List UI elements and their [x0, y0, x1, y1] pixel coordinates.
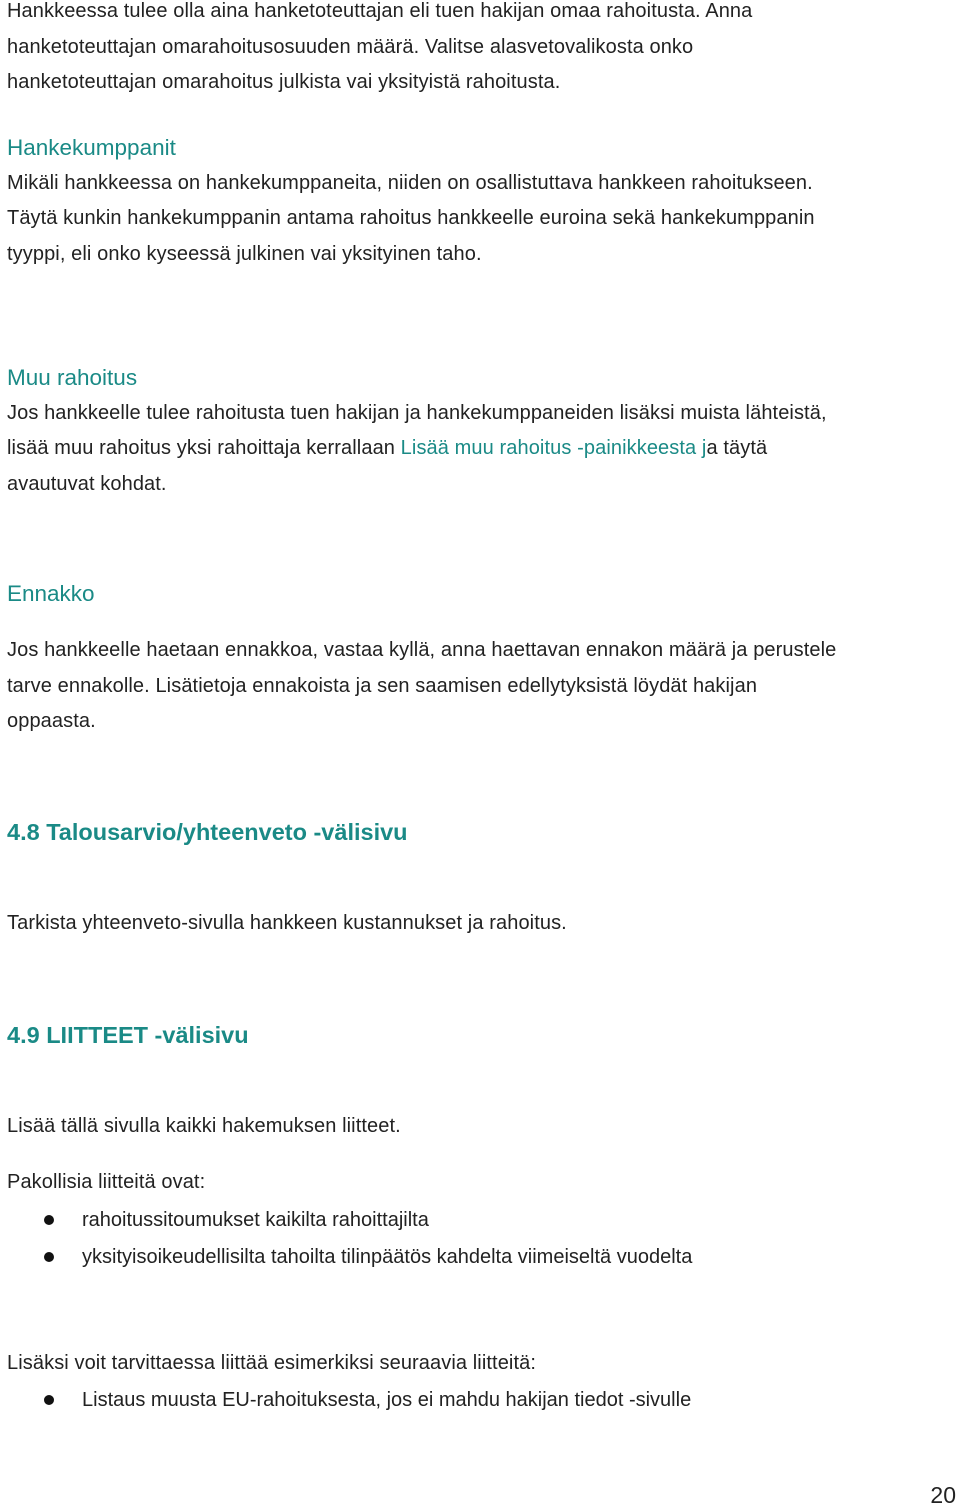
list-item-text: Listaus muusta EU-rahoituksesta, jos ei mahdu hakijan tiedot -sivulle [82, 1389, 692, 1411]
ennakko-heading: Ennakko [7, 581, 95, 606]
muu-rahoitus-line: avautuvat kohdat. [7, 472, 167, 495]
ennakko-line: oppaasta. [7, 710, 96, 732]
optional-list [7, 1382, 952, 1419]
muu-rahoitus-line [7, 431, 952, 467]
muu-rahoitus-line: Jos hankkeelle tulee rahoitusta tuen hakijan ja hankekumppaneiden lisäksi muista lähteistä, [7, 401, 827, 424]
hankekumppanit-line: Mikäli hankkeessa on hankekumppaneita, niiden on osallistuttava hankkeen rahoitukseen. [7, 171, 813, 194]
mandatory-attachments [7, 1165, 952, 1201]
intro-line: hanketoteuttajan omarahoitus julkista vai yksityistä rahoitusta. [7, 71, 561, 93]
section-4-9-text-block [7, 1109, 952, 1145]
intro-line: Hankkeessa tulee olla aina hanketoteuttajan eli tuen hakijan omaa rahoitusta. Anna [7, 0, 753, 22]
list-item [7, 1382, 952, 1419]
list-item [7, 1202, 952, 1239]
ennakko-line: Jos hankkeelle haetaan ennakkoa, vastaa kyllä, anna haettavan ennakon määrä ja perustele [7, 639, 837, 661]
muu-rahoitus-text: lisää muu rahoitus yksi rahoittaja kerrallaan [7, 437, 401, 459]
intro-paragraph [7, 0, 952, 101]
hankekumppanit-line: Täytä kunkin hankekumppanin antama rahoitus hankkeelle euroina sekä hankekumppanin [7, 207, 815, 229]
ennakko-paragraph [7, 633, 952, 740]
bullet-icon [44, 1252, 54, 1262]
hankekumppanit-heading: Hankekumppanit [7, 135, 176, 160]
section-4-9 [7, 1018, 952, 1053]
list-item-text: yksityisoikeudellisilta tahoilta tilinpäätös kahdelta viimeiseltä vuodelta [82, 1246, 693, 1268]
section-4-9-heading: 4.9 LIITTEET -välisivu [7, 1022, 249, 1048]
muu-rahoitus-heading: Muu rahoitus [7, 365, 138, 390]
list-item-text: rahoitussitoumukset kaikilta rahoittajilta [82, 1209, 429, 1231]
hankekumppanit-line: tyyppi, eli onko kyseessä julkinen vai yksityinen taho. [7, 242, 482, 265]
intro-line: hanketoteuttajan omarahoitusosuuden määrä. Valitse alasvetovalikosta onko [7, 35, 694, 58]
bullet-icon [44, 1395, 54, 1405]
muu-rahoitus-text: a täytä [706, 437, 768, 459]
section-4-8-heading: 4.8 Talousarvio/yhteenveto -välisivu [7, 819, 408, 845]
section-4-9-text: Lisää tällä sivulla kaikki hakemuksen liitteet. [7, 1115, 401, 1137]
page-number: 20 [930, 1482, 956, 1508]
mandatory-list [7, 1202, 952, 1276]
list-item [7, 1239, 952, 1276]
mandatory-label: Pakollisia liitteitä ovat: [7, 1171, 206, 1193]
mandatory-list-block [7, 1202, 952, 1276]
muu-rahoitus-section [7, 360, 952, 502]
hankekumppanit-section [7, 130, 952, 272]
section-4-8 [7, 815, 952, 850]
bullet-icon [44, 1215, 54, 1225]
optional-attachments [7, 1346, 952, 1382]
ennakko-section [7, 576, 952, 612]
optional-label: Lisäksi voit tarvittaessa liittää esimerkiksi seuraavia liitteitä: [7, 1352, 537, 1374]
section-4-8-text-block [7, 906, 952, 942]
optional-list-block [7, 1382, 952, 1419]
lisaa-muu-rahoitus-link: Lisää muu rahoitus -painikkeesta j [400, 437, 707, 459]
ennakko-line: tarve ennakolle. Lisätietoja ennakoista ja sen saamisen edellytyksistä löydät hakijan [7, 674, 758, 697]
section-4-8-text: Tarkista yhteenveto-sivulla hankkeen kustannukset ja rahoitus. [7, 912, 567, 934]
